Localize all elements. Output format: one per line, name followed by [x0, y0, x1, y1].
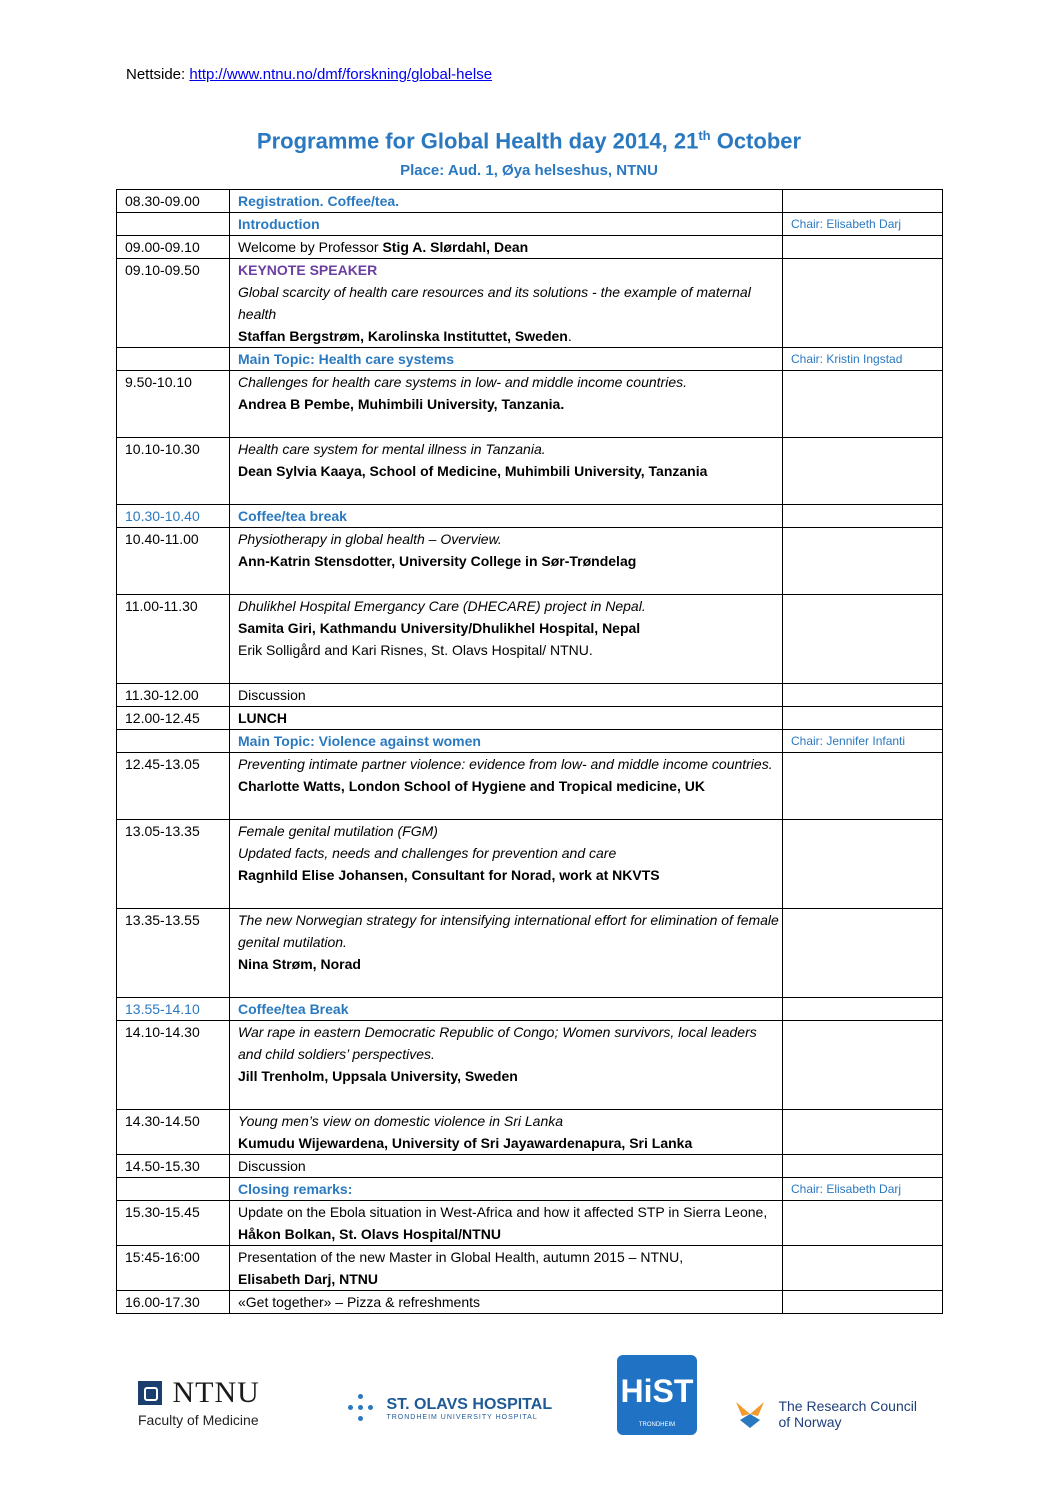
programme-row — [117, 371, 943, 438]
programme-row — [117, 1201, 943, 1246]
description-text: Staffan Bergstrøm, Karolinska Instituttet, Sweden — [238, 328, 568, 344]
row-chair — [783, 438, 943, 505]
description-line — [238, 953, 782, 975]
description-line — [238, 1065, 782, 1087]
description-text: Nina Strøm, Norad — [238, 956, 361, 972]
website-link[interactable]: http://www.ntnu.no/dmf/forskning/global-helse — [189, 66, 493, 83]
description-line — [238, 820, 782, 842]
programme-row — [117, 753, 943, 820]
description-suffix: . — [567, 328, 572, 344]
website-label: Nettside: — [126, 66, 186, 83]
description-line — [238, 325, 782, 347]
row-chair — [783, 190, 943, 213]
row-description — [230, 998, 783, 1021]
description-text: KEYNOTE SPEAKER — [238, 262, 378, 278]
description-text: The new Norwegian strategy for intensifying international effort for elimination of female genital mutilation. — [238, 912, 779, 950]
row-description — [230, 595, 783, 684]
description-line — [238, 753, 782, 775]
row-time: 16.00-17.30 — [117, 1291, 230, 1314]
row-chair — [783, 753, 943, 820]
description-line — [238, 1155, 782, 1177]
row-chair — [783, 1110, 943, 1155]
description-line — [238, 1132, 782, 1154]
spacer-line — [238, 661, 782, 683]
row-description — [230, 753, 783, 820]
description-text: Health care system for mental illness in Tanzania. — [238, 441, 546, 457]
description-line — [238, 1201, 782, 1245]
row-chair — [783, 259, 943, 348]
description-line — [238, 393, 782, 415]
spacer-line — [238, 482, 782, 504]
row-time: 12.00-12.45 — [117, 707, 230, 730]
title-superscript: th — [698, 128, 711, 143]
row-time: 13.55-14.10 — [117, 998, 230, 1021]
hist-subtitle: TRONDHEIM — [638, 1422, 676, 1428]
row-time: 15:45-16:00 — [117, 1246, 230, 1291]
row-description — [230, 730, 783, 753]
row-description — [230, 190, 783, 213]
row-time: 13.35-13.55 — [117, 909, 230, 998]
row-description — [230, 505, 783, 528]
row-chair — [783, 505, 943, 528]
programme-row — [117, 1155, 943, 1178]
description-line — [238, 1021, 782, 1065]
programme-row — [117, 505, 943, 528]
programme-row — [117, 1291, 943, 1314]
description-text: Coffee/tea Break — [238, 1001, 349, 1017]
spacer-line — [238, 886, 782, 908]
description-text: Samita Giri, Kathmandu University/Dhulikhel Hospital, Nepal — [238, 620, 641, 636]
st-olavs-subtitle: TRONDHEIM UNIVERSITY HOSPITAL — [386, 1413, 538, 1421]
row-time: 09.00-09.10 — [117, 236, 230, 259]
programme-row — [117, 909, 943, 998]
row-description — [230, 348, 783, 371]
description-text: Jill Trenholm, Uppsala University, Sweden — [238, 1068, 518, 1084]
description-text: Registration. Coffee/tea. — [238, 193, 400, 209]
description-line — [238, 617, 782, 639]
description-line — [238, 438, 782, 460]
row-time — [117, 213, 230, 236]
row-time: 12.45-13.05 — [117, 753, 230, 820]
description-line — [238, 371, 782, 393]
page-title — [0, 128, 1058, 154]
row-chair — [783, 1246, 943, 1291]
row-chair — [783, 595, 943, 684]
programme-row — [117, 1110, 943, 1155]
description-text: Discussion — [238, 687, 306, 703]
row-time: 10.30-10.40 — [117, 505, 230, 528]
row-description — [230, 1246, 783, 1291]
description-text: Dean Sylvia Kaaya, School of Medicine, Muhimbili University, Tanzania — [238, 463, 708, 479]
programme-row — [117, 1021, 943, 1110]
spacer-line — [238, 797, 782, 819]
row-chair — [783, 820, 943, 909]
description-text: Young men’s view on domestic violence in Sri Lanka — [238, 1113, 564, 1129]
row-chair: Chair: Elisabeth Darj — [783, 213, 943, 236]
programme-row — [117, 820, 943, 909]
row-time — [117, 730, 230, 753]
description-text: Elisabeth Darj, NTNU — [238, 1271, 379, 1287]
row-chair — [783, 1021, 943, 1110]
description-text: Charlotte Watts, London School of Hygiene and Tropical medicine, UK — [238, 778, 705, 794]
programme-row — [117, 213, 943, 236]
row-description — [230, 259, 783, 348]
programme-row — [117, 348, 943, 371]
description-line — [238, 348, 782, 370]
description-text: Main Topic: Health care systems — [238, 351, 455, 367]
description-line — [238, 1268, 782, 1290]
row-chair: Chair: Jennifer Infanti — [783, 730, 943, 753]
ntnu-logo-icon — [138, 1381, 162, 1405]
description-line — [238, 550, 782, 572]
description-text: War rape in eastern Democratic Republic of Congo; Women survivors, local leaders and child soldiers’ perspectives. — [238, 1024, 757, 1062]
description-text: Erik Solligård and Kari Risnes, St. Olavs Hospital/ NTNU. — [238, 642, 593, 658]
description-text: «Get together» – Pizza & refreshments — [238, 1294, 481, 1310]
programme-row — [117, 730, 943, 753]
row-description — [230, 684, 783, 707]
description-line — [238, 460, 782, 482]
row-chair — [783, 707, 943, 730]
programme-row — [117, 190, 943, 213]
row-description — [230, 1178, 783, 1201]
programme-row — [117, 528, 943, 595]
spacer-line — [238, 415, 782, 437]
row-time: 11.30-12.00 — [117, 684, 230, 707]
description-text: Dhulikhel Hospital Emergancy Care (DHECARE) project in Nepal. — [238, 598, 646, 614]
programme-row — [117, 595, 943, 684]
description-line — [238, 1291, 782, 1313]
research-council-logo — [734, 1398, 917, 1430]
description-line — [238, 505, 782, 527]
row-chair: Chair: Elisabeth Darj — [783, 1178, 943, 1201]
programme-table — [116, 189, 943, 1314]
ntnu-logo-word: NTNU — [172, 1376, 260, 1409]
programme-row — [117, 684, 943, 707]
row-description — [230, 909, 783, 998]
logo-strip — [0, 1350, 1058, 1450]
row-time: 9.50-10.10 — [117, 371, 230, 438]
row-time: 10.10-10.30 — [117, 438, 230, 505]
description-line — [238, 528, 782, 550]
row-time: 15.30-15.45 — [117, 1201, 230, 1246]
st-olavs-name: ST. OLAVS HOSPITAL — [386, 1395, 553, 1413]
description-line — [238, 236, 782, 258]
row-chair — [783, 909, 943, 998]
website-line — [126, 66, 492, 83]
description-line — [238, 1178, 782, 1200]
description-text: Welcome by Professor — [238, 239, 383, 255]
st-olavs-dots-icon — [348, 1394, 374, 1422]
description-text: Main Topic: Violence against women — [238, 733, 481, 749]
research-council-line2: of Norway — [778, 1414, 842, 1430]
row-description — [230, 213, 783, 236]
spacer-line — [238, 1087, 782, 1109]
description-line — [238, 1246, 782, 1268]
description-text: Ragnhild Elise Johansen, Consultant for Norad, work at NKVTS — [238, 867, 660, 883]
row-time — [117, 1178, 230, 1201]
description-text: Challenges for health care systems in low- and middle income countries. — [238, 374, 687, 390]
row-chair — [783, 236, 943, 259]
programme-body — [117, 190, 943, 1314]
description-text: Discussion — [238, 1158, 306, 1174]
description-text: Presentation of the new Master in Global Health, autumn 2015 – NTNU, — [238, 1249, 684, 1265]
row-chair — [783, 684, 943, 707]
description-line — [238, 259, 782, 281]
description-line — [238, 842, 782, 864]
title-end: October — [710, 128, 802, 154]
hist-name: HiST — [620, 1373, 694, 1409]
spacer-line — [238, 975, 782, 997]
programme-row — [117, 998, 943, 1021]
row-description — [230, 707, 783, 730]
description-text: Kumudu Wijewardena, University of Sri Jayawardenapura, Sri Lanka — [238, 1135, 693, 1151]
ntnu-logo-subtitle: Faculty of Medicine — [138, 1412, 259, 1428]
description-speaker: Stig A. Slørdahl, Dean — [382, 239, 529, 255]
description-text: Female genital mutilation (FGM) — [238, 823, 438, 839]
row-chair: Chair: Kristin Ingstad — [783, 348, 943, 371]
description-line — [238, 1110, 782, 1132]
st-olavs-logo — [348, 1394, 552, 1422]
description-line — [238, 707, 782, 729]
programme-row — [117, 1178, 943, 1201]
description-text: Introduction — [238, 216, 320, 232]
research-council-line1: The Research Council — [778, 1398, 917, 1414]
row-time: 09.10-09.50 — [117, 259, 230, 348]
programme-row — [117, 438, 943, 505]
row-description — [230, 438, 783, 505]
row-description — [230, 1291, 783, 1314]
row-chair — [783, 1155, 943, 1178]
row-time: 14.30-14.50 — [117, 1110, 230, 1155]
row-chair — [783, 1291, 943, 1314]
description-text: Andrea B Pembe, Muhimbili University, Tanzania. — [238, 396, 565, 412]
row-time: 13.05-13.35 — [117, 820, 230, 909]
ntnu-logo — [138, 1376, 260, 1428]
description-line — [238, 213, 782, 235]
description-text: Ann-Katrin Stensdotter, University College in Sør-Trøndelag — [238, 553, 637, 569]
row-time: 08.30-09.00 — [117, 190, 230, 213]
row-description — [230, 1110, 783, 1155]
description-text: Global scarcity of health care resources and its solutions - the example of maternal health — [238, 284, 751, 322]
row-time: 14.50-15.30 — [117, 1155, 230, 1178]
description-line — [238, 998, 782, 1020]
row-description — [230, 236, 783, 259]
description-text: Physiotherapy in global health – Overview. — [238, 531, 502, 547]
description-line — [238, 281, 782, 325]
research-council-mark-icon — [734, 1398, 766, 1430]
programme-row — [117, 236, 943, 259]
description-line — [238, 639, 782, 661]
row-description — [230, 371, 783, 438]
row-description — [230, 820, 783, 909]
programme-row — [117, 1246, 943, 1291]
row-chair — [783, 1201, 943, 1246]
row-description — [230, 1155, 783, 1178]
row-chair — [783, 371, 943, 438]
row-description — [230, 528, 783, 595]
description-speaker: Håkon Bolkan, St. Olavs Hospital/NTNU — [238, 1226, 501, 1242]
row-description — [230, 1021, 783, 1110]
description-line — [238, 775, 782, 797]
description-line — [238, 864, 782, 886]
description-text: Update on the Ebola situation in West-Africa and how it affected STP in Sierra Leone, — [238, 1204, 768, 1220]
description-line — [238, 684, 782, 706]
description-text: LUNCH — [238, 710, 287, 726]
row-time — [117, 348, 230, 371]
spacer-line — [238, 572, 782, 594]
description-text: Closing remarks: — [238, 1181, 353, 1197]
programme-row — [117, 259, 943, 348]
row-chair — [783, 528, 943, 595]
description-text: Coffee/tea break — [238, 508, 347, 524]
row-time: 14.10-14.30 — [117, 1021, 230, 1110]
title-text: Programme for Global Health day 2014, 21 — [256, 128, 699, 154]
description-text: Updated facts, needs and challenges for prevention and care — [238, 845, 617, 861]
description-line — [238, 909, 782, 953]
hist-logo — [617, 1355, 697, 1435]
programme-row — [117, 707, 943, 730]
row-time: 10.40-11.00 — [117, 528, 230, 595]
description-line — [238, 730, 782, 752]
description-line — [238, 595, 782, 617]
row-time: 11.00-11.30 — [117, 595, 230, 684]
row-chair — [783, 998, 943, 1021]
description-text: Preventing intimate partner violence: evidence from low- and middle income countries. — [238, 756, 773, 772]
description-line — [238, 190, 782, 212]
page-subtitle: Place: Aud. 1, Øya helseshus, NTNU — [400, 162, 658, 179]
row-description — [230, 1201, 783, 1246]
